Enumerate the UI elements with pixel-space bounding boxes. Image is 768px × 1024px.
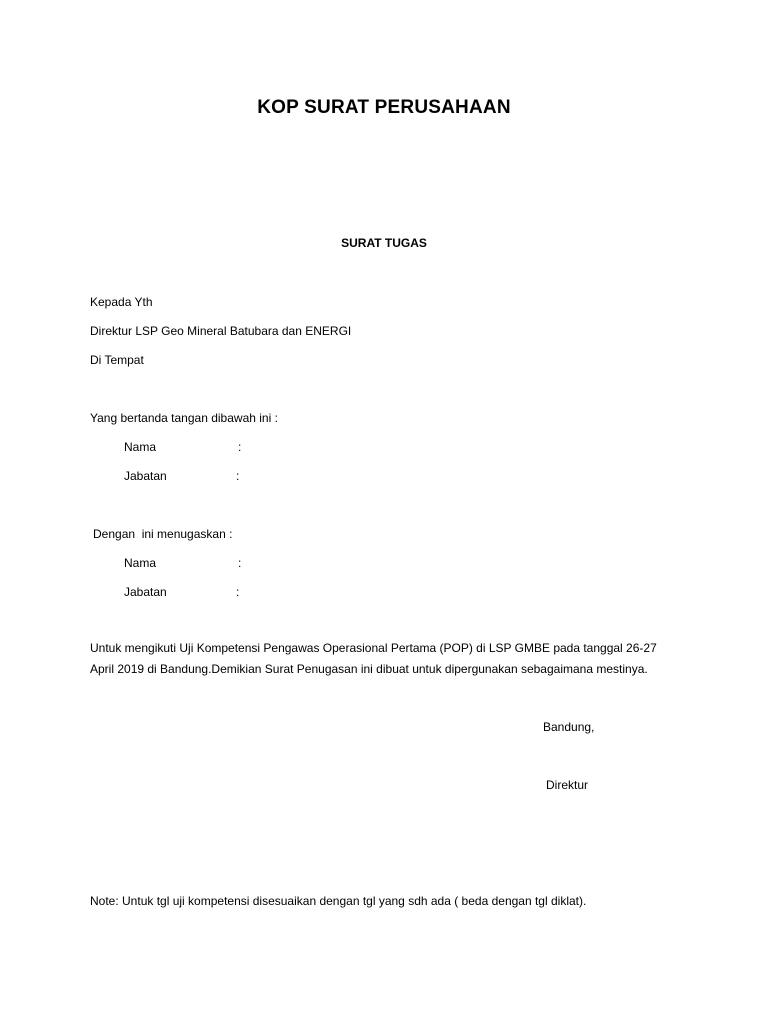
assignee-position-colon: :: [236, 585, 240, 599]
recipient-line-1: Kepada Yth: [90, 295, 153, 309]
recipient-line-3: Di Tempat: [90, 353, 144, 367]
footnote: Note: Untuk tgl uji kompetensi disesuaikan dengan tgl yang sdh ada ( beda dengan tgl diklat).: [90, 894, 587, 908]
assignee-intro: Dengan ini menugaskan :: [93, 527, 233, 541]
signer-intro: Yang bertanda tangan dibawah ini :: [90, 411, 278, 425]
closing-position: Direktur: [546, 778, 589, 792]
body-paragraph-line-1: Untuk mengikuti Uji Kompetensi Pengawas Operasional Pertama (POP) di LSP GMBE pada tanggal 26-27: [90, 641, 657, 655]
assignee-name-label: Nama: [124, 556, 157, 570]
signer-name-label: Nama: [124, 440, 157, 454]
body-paragraph-line-2: April 2019 di Bandung.Demikian Surat Penugasan ini dibuat untuk dipergunakan sebagaimana mestinya.: [90, 662, 648, 676]
recipient-line-2: Direktur LSP Geo Mineral Batubara dan ENERGI: [90, 324, 352, 338]
letter-title: SURAT TUGAS: [341, 236, 427, 250]
assignee-position-label: Jabatan: [124, 585, 167, 599]
signer-position-colon: :: [236, 469, 240, 483]
signer-position-label: Jabatan: [124, 469, 167, 483]
signer-name-colon: :: [238, 440, 242, 454]
letterhead-title: KOP SURAT PERUSAHAAN: [257, 97, 511, 118]
closing-place: Bandung,: [543, 720, 595, 734]
assignee-name-colon: :: [238, 556, 242, 570]
